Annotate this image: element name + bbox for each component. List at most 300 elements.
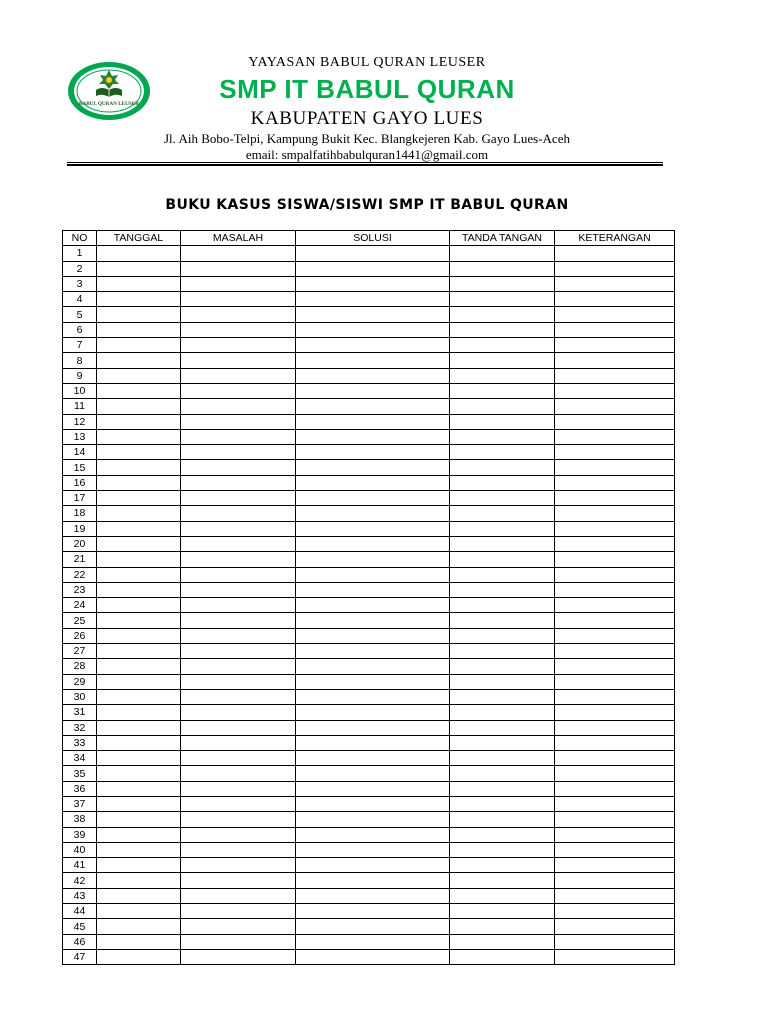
cell-tanggal[interactable] [97,735,181,750]
cell-keterangan[interactable] [555,781,675,796]
cell-tanggal[interactable] [97,705,181,720]
cell-solusi[interactable] [296,338,450,353]
cell-keterangan[interactable] [555,521,675,536]
cell-keterangan[interactable] [555,445,675,460]
cell-masalah[interactable] [181,506,296,521]
cell-solusi[interactable] [296,598,450,613]
cell-keterangan[interactable] [555,644,675,659]
cell-tanggal[interactable] [97,567,181,582]
cell-keterangan[interactable] [555,858,675,873]
letterhead [0,0,768,170]
cell-solusi[interactable] [296,873,450,888]
cell-masalah[interactable] [181,598,296,613]
cell-solusi[interactable] [296,261,450,276]
cell-tanda-tangan[interactable] [450,506,555,521]
table-row [63,445,675,460]
cell-tanda-tangan[interactable] [450,919,555,934]
cell-tanda-tangan[interactable] [450,383,555,398]
table-row [63,475,675,490]
cell-masalah[interactable] [181,582,296,597]
table-header-row [63,231,675,246]
cell-tanda-tangan[interactable] [450,674,555,689]
table-row [63,812,675,827]
cell-tanggal[interactable] [97,904,181,919]
column-header-keterangan: KETERANGAN [555,231,675,246]
table-row [63,598,675,613]
cell-keterangan[interactable] [555,689,675,704]
cell-no: 23 [63,582,97,597]
cell-keterangan[interactable] [555,751,675,766]
cell-keterangan[interactable] [555,582,675,597]
cell-tanda-tangan[interactable] [450,796,555,811]
cell-tanda-tangan[interactable] [450,613,555,628]
cell-tanda-tangan[interactable] [450,582,555,597]
table-row [63,934,675,949]
cell-keterangan[interactable] [555,705,675,720]
cell-solusi[interactable] [296,766,450,781]
cell-tanda-tangan[interactable] [450,659,555,674]
cell-keterangan[interactable] [555,506,675,521]
cell-tanda-tangan[interactable] [450,812,555,827]
cell-tanda-tangan[interactable] [450,949,555,964]
cell-keterangan[interactable] [555,873,675,888]
cell-tanda-tangan[interactable] [450,429,555,444]
cell-keterangan[interactable] [555,552,675,567]
cell-masalah[interactable] [181,399,296,414]
cell-masalah[interactable] [181,536,296,551]
cell-keterangan[interactable] [555,812,675,827]
cell-no: 36 [63,781,97,796]
cell-tanda-tangan[interactable] [450,735,555,750]
cell-no: 17 [63,491,97,506]
cell-masalah[interactable] [181,766,296,781]
cell-keterangan[interactable] [555,888,675,903]
cell-solusi[interactable] [296,460,450,475]
cell-tanggal[interactable] [97,827,181,842]
cell-masalah[interactable] [181,705,296,720]
table-row [63,582,675,597]
cell-solusi[interactable] [296,934,450,949]
cell-tanggal[interactable] [97,322,181,337]
cell-tanggal[interactable] [97,613,181,628]
cell-no: 31 [63,705,97,720]
cell-tanggal[interactable] [97,506,181,521]
cell-no: 30 [63,689,97,704]
cell-no: 13 [63,429,97,444]
table-row [63,628,675,643]
cell-tanggal[interactable] [97,949,181,964]
cell-tanda-tangan[interactable] [450,261,555,276]
cell-solusi[interactable] [296,246,450,261]
cell-masalah[interactable] [181,873,296,888]
cell-tanda-tangan[interactable] [450,399,555,414]
cell-masalah[interactable] [181,904,296,919]
cell-tanda-tangan[interactable] [450,307,555,322]
cell-keterangan[interactable] [555,735,675,750]
cell-keterangan[interactable] [555,904,675,919]
cell-tanda-tangan[interactable] [450,751,555,766]
cell-tanda-tangan[interactable] [450,491,555,506]
cell-masalah[interactable] [181,842,296,857]
cell-masalah[interactable] [181,781,296,796]
cell-masalah[interactable] [181,812,296,827]
cell-masalah[interactable] [181,827,296,842]
cell-solusi[interactable] [296,705,450,720]
cell-no: 43 [63,888,97,903]
cell-tanda-tangan[interactable] [450,353,555,368]
cell-keterangan[interactable] [555,628,675,643]
cell-keterangan[interactable] [555,261,675,276]
cell-solusi[interactable] [296,842,450,857]
cell-solusi[interactable] [296,353,450,368]
cell-solusi[interactable] [296,475,450,490]
cell-tanggal[interactable] [97,751,181,766]
letterhead-rule-thin [67,162,663,163]
cell-solusi[interactable] [296,735,450,750]
cell-tanda-tangan[interactable] [450,276,555,291]
cell-masalah[interactable] [181,659,296,674]
cell-tanggal[interactable] [97,858,181,873]
cell-masalah[interactable] [181,383,296,398]
cell-masalah[interactable] [181,307,296,322]
table-row [63,781,675,796]
table-row [63,888,675,903]
cell-no: 12 [63,414,97,429]
cell-solusi[interactable] [296,552,450,567]
table-row [63,383,675,398]
cell-tanggal[interactable] [97,689,181,704]
cell-keterangan[interactable] [555,292,675,307]
cell-solusi[interactable] [296,445,450,460]
cell-keterangan[interactable] [555,276,675,291]
cell-masalah[interactable] [181,613,296,628]
cell-solusi[interactable] [296,644,450,659]
cell-masalah[interactable] [181,322,296,337]
cell-no: 24 [63,598,97,613]
cell-masalah[interactable] [181,934,296,949]
table-row [63,460,675,475]
cell-tanda-tangan[interactable] [450,475,555,490]
cell-tanggal[interactable] [97,781,181,796]
cell-no: 1 [63,246,97,261]
cell-no: 26 [63,628,97,643]
cell-tanda-tangan[interactable] [450,292,555,307]
cell-keterangan[interactable] [555,475,675,490]
cell-tanda-tangan[interactable] [450,827,555,842]
cell-tanda-tangan[interactable] [450,338,555,353]
cell-tanggal[interactable] [97,582,181,597]
cell-no: 40 [63,842,97,857]
cell-masalah[interactable] [181,460,296,475]
table-row [63,521,675,536]
cell-tanggal[interactable] [97,276,181,291]
cell-solusi[interactable] [296,720,450,735]
cell-tanggal[interactable] [97,796,181,811]
cell-keterangan[interactable] [555,674,675,689]
cell-tanda-tangan[interactable] [450,521,555,536]
cell-masalah[interactable] [181,628,296,643]
cell-tanggal[interactable] [97,842,181,857]
cell-tanda-tangan[interactable] [450,858,555,873]
cell-keterangan[interactable] [555,827,675,842]
cell-tanda-tangan[interactable] [450,781,555,796]
cell-tanda-tangan[interactable] [450,322,555,337]
table-row [63,491,675,506]
cell-solusi[interactable] [296,307,450,322]
cell-tanggal[interactable] [97,445,181,460]
cell-solusi[interactable] [296,322,450,337]
table-body [63,246,675,965]
cell-keterangan[interactable] [555,567,675,582]
cell-tanda-tangan[interactable] [450,842,555,857]
cell-keterangan[interactable] [555,460,675,475]
cell-masalah[interactable] [181,751,296,766]
cell-keterangan[interactable] [555,949,675,964]
cell-tanggal[interactable] [97,674,181,689]
cell-solusi[interactable] [296,491,450,506]
cell-masalah[interactable] [181,475,296,490]
cell-masalah[interactable] [181,567,296,582]
cell-masalah[interactable] [181,246,296,261]
cell-solusi[interactable] [296,399,450,414]
cell-tanda-tangan[interactable] [450,552,555,567]
cell-tanggal[interactable] [97,812,181,827]
cell-tanggal[interactable] [97,521,181,536]
table-row [63,689,675,704]
table-row [63,827,675,842]
cell-no: 33 [63,735,97,750]
cell-keterangan[interactable] [555,919,675,934]
cell-tanggal[interactable] [97,460,181,475]
cell-solusi[interactable] [296,827,450,842]
cell-tanggal[interactable] [97,399,181,414]
cell-masalah[interactable] [181,276,296,291]
cell-solusi[interactable] [296,796,450,811]
cell-keterangan[interactable] [555,720,675,735]
cell-tanda-tangan[interactable] [450,644,555,659]
cell-tanggal[interactable] [97,429,181,444]
cell-keterangan[interactable] [555,383,675,398]
cell-keterangan[interactable] [555,796,675,811]
cell-masalah[interactable] [181,949,296,964]
cell-keterangan[interactable] [555,659,675,674]
cell-solusi[interactable] [296,858,450,873]
cell-tanda-tangan[interactable] [450,598,555,613]
cell-solusi[interactable] [296,429,450,444]
cell-masalah[interactable] [181,674,296,689]
cell-solusi[interactable] [296,628,450,643]
cell-keterangan[interactable] [555,429,675,444]
cell-solusi[interactable] [296,888,450,903]
cell-tanda-tangan[interactable] [450,705,555,720]
cell-tanda-tangan[interactable] [450,414,555,429]
cell-tanggal[interactable] [97,659,181,674]
cell-tanda-tangan[interactable] [450,720,555,735]
cell-tanggal[interactable] [97,292,181,307]
cell-tanggal[interactable] [97,307,181,322]
cell-masalah[interactable] [181,689,296,704]
cell-solusi[interactable] [296,582,450,597]
cell-no: 8 [63,353,97,368]
cell-tanda-tangan[interactable] [450,628,555,643]
cell-tanda-tangan[interactable] [450,689,555,704]
cell-solusi[interactable] [296,781,450,796]
column-header-masalah: MASALAH [181,231,296,246]
cell-tanggal[interactable] [97,888,181,903]
cell-masalah[interactable] [181,552,296,567]
cell-solusi[interactable] [296,536,450,551]
cell-tanda-tangan[interactable] [450,445,555,460]
table-row [63,414,675,429]
cell-no: 47 [63,949,97,964]
cell-tanggal[interactable] [97,414,181,429]
cell-masalah[interactable] [181,261,296,276]
cell-keterangan[interactable] [555,338,675,353]
cell-solusi[interactable] [296,751,450,766]
cell-tanggal[interactable] [97,338,181,353]
cell-no: 46 [63,934,97,949]
cell-no: 34 [63,751,97,766]
cell-masalah[interactable] [181,491,296,506]
cell-tanda-tangan[interactable] [450,567,555,582]
cell-masalah[interactable] [181,292,296,307]
table-row [63,904,675,919]
table-row [63,292,675,307]
cell-solusi[interactable] [296,567,450,582]
cell-no: 19 [63,521,97,536]
cell-masalah[interactable] [181,644,296,659]
cell-tanggal[interactable] [97,628,181,643]
cell-masalah[interactable] [181,858,296,873]
school-email: email: smpalfatihbabulquran1441@gmail.com [245,147,489,162]
cell-masalah[interactable] [181,445,296,460]
cell-masalah[interactable] [181,796,296,811]
cell-tanggal[interactable] [97,644,181,659]
cell-masalah[interactable] [181,521,296,536]
cell-solusi[interactable] [296,812,450,827]
cell-solusi[interactable] [296,292,450,307]
cell-tanggal[interactable] [97,766,181,781]
cell-masalah[interactable] [181,888,296,903]
cell-solusi[interactable] [296,521,450,536]
table-row [63,567,675,582]
cell-no: 27 [63,644,97,659]
cell-keterangan[interactable] [555,414,675,429]
cell-solusi[interactable] [296,368,450,383]
cell-tanda-tangan[interactable] [450,368,555,383]
cell-keterangan[interactable] [555,322,675,337]
cell-tanggal[interactable] [97,383,181,398]
cell-masalah[interactable] [181,353,296,368]
cell-no: 45 [63,919,97,934]
cell-tanda-tangan[interactable] [450,873,555,888]
cell-solusi[interactable] [296,276,450,291]
foundation-name: YAYASAN BABUL QURAN LEUSER [248,55,486,70]
column-header-solusi: SOLUSI [296,231,450,246]
cell-tanda-tangan[interactable] [450,246,555,261]
table-row [63,659,675,674]
cell-solusi[interactable] [296,689,450,704]
cell-keterangan[interactable] [555,368,675,383]
cell-tanggal[interactable] [97,491,181,506]
cell-tanda-tangan[interactable] [450,766,555,781]
cell-solusi[interactable] [296,659,450,674]
cell-tanggal[interactable] [97,536,181,551]
cell-tanggal[interactable] [97,368,181,383]
cell-tanggal[interactable] [97,598,181,613]
cell-no: 25 [63,613,97,628]
table-row [63,429,675,444]
cell-masalah[interactable] [181,414,296,429]
cell-no: 32 [63,720,97,735]
cell-keterangan[interactable] [555,598,675,613]
cell-tanggal[interactable] [97,873,181,888]
cell-tanggal[interactable] [97,552,181,567]
cell-keterangan[interactable] [555,613,675,628]
school-address: Jl. Aih Bobo-Telpi, Kampung Bukit Kec. Blangkejeren Kab. Gayo Lues-Aceh [164,131,570,146]
cell-keterangan[interactable] [555,399,675,414]
cell-keterangan[interactable] [555,766,675,781]
cell-tanggal[interactable] [97,720,181,735]
cell-no: 16 [63,475,97,490]
cell-keterangan[interactable] [555,491,675,506]
cell-keterangan[interactable] [555,246,675,261]
cell-solusi[interactable] [296,904,450,919]
cell-tanggal[interactable] [97,934,181,949]
table-row [63,949,675,964]
cell-masalah[interactable] [181,919,296,934]
cell-no: 35 [63,766,97,781]
cell-masalah[interactable] [181,720,296,735]
cell-tanda-tangan[interactable] [450,460,555,475]
cell-keterangan[interactable] [555,353,675,368]
cell-solusi[interactable] [296,949,450,964]
letterhead-rule-thick [67,164,663,166]
cell-solusi[interactable] [296,383,450,398]
cell-tanggal[interactable] [97,353,181,368]
cell-no: 29 [63,674,97,689]
cell-tanggal[interactable] [97,475,181,490]
cell-no: 37 [63,796,97,811]
cell-solusi[interactable] [296,674,450,689]
table-row [63,842,675,857]
cell-no: 39 [63,827,97,842]
cell-no: 21 [63,552,97,567]
cell-keterangan[interactable] [555,307,675,322]
cell-no: 11 [63,399,97,414]
cell-tanda-tangan[interactable] [450,904,555,919]
cell-masalah[interactable] [181,429,296,444]
cell-keterangan[interactable] [555,934,675,949]
cell-tanda-tangan[interactable] [450,536,555,551]
cell-tanggal[interactable] [97,261,181,276]
cell-solusi[interactable] [296,919,450,934]
cell-solusi[interactable] [296,506,450,521]
cell-tanda-tangan[interactable] [450,934,555,949]
cell-keterangan[interactable] [555,536,675,551]
cell-no: 28 [63,659,97,674]
cell-keterangan[interactable] [555,842,675,857]
cell-masalah[interactable] [181,338,296,353]
cell-masalah[interactable] [181,735,296,750]
cell-tanggal[interactable] [97,919,181,934]
cell-masalah[interactable] [181,368,296,383]
column-header-tanda-tangan: TANDA TANGAN [450,231,555,246]
cell-solusi[interactable] [296,414,450,429]
cell-tanggal[interactable] [97,246,181,261]
cell-tanda-tangan[interactable] [450,888,555,903]
cell-solusi[interactable] [296,613,450,628]
